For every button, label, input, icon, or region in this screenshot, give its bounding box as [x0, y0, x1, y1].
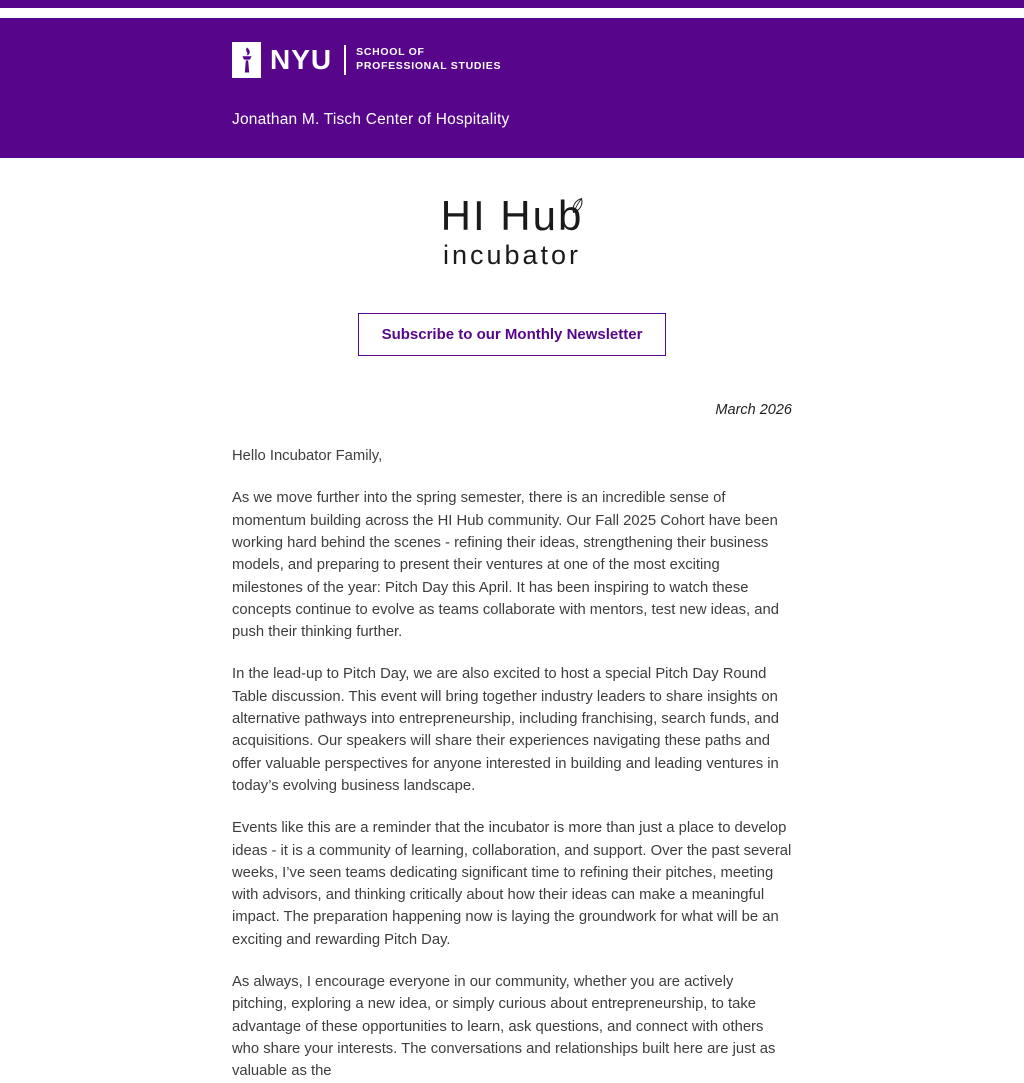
nyu-header	[0, 18, 1024, 158]
nyu-logo	[232, 42, 792, 78]
subscribe-button[interactable]: Subscribe to our Monthly Newsletter	[358, 313, 667, 356]
hi-hub-subtitle: incubator	[442, 240, 582, 271]
hi-hub-title-text: HI Hub	[440, 192, 584, 239]
email-content	[208, 194, 816, 1083]
nyu-wordmark: NYU	[270, 44, 333, 75]
hi-hub-wordmark	[441, 194, 584, 238]
school-name-line1: SCHOOL OF	[356, 46, 425, 59]
letter-paragraph-2: In the lead-up to Pitch Day, we are also excited to host a special Pitch Day Round Table discussion. This event will bring together industry leaders to share insights on alternative pathways into entrepreneurship, including franchising, search funds, and acquisitions. Our speakers will share their experiences navigating these paths and offer valuable perspectives for anyone interested in building and leading ventures in today’s evolving business landscape.	[232, 666, 779, 794]
subscribe-button-row	[232, 313, 792, 356]
leaf-icon	[567, 195, 588, 216]
school-name-line2: PROFESSIONAL STUDIES	[356, 60, 502, 72]
letter-paragraph-3: Events like this are a reminder that the incubator is more than just a place to develop ideas - it is a community of learning, collaboration, and support. Over the past several weeks, I’ve seen teams dedicating significant time to refining their pitches, meeting with advisors, and thinking critically about how their ideas can make a meaningful impact. The preparation happening now is laying the groundwork for what will be an exciting and rewarding Pitch Day.	[232, 820, 792, 948]
logo-divider	[344, 45, 346, 75]
letter-paragraph-1: As we move further into the spring semester, there is an incredible sense of momentum building across the HI Hub community. Our Fall 2025 Cohort have been working hard behind the scenes - refining their ideas, strengthening their business models, and preparing to present their ventures at one of the most exciting milestones of the year: Pitch Day this April. It has been inspiring to watch these concepts continue to evolve as teams collaborate with mentors, test new ideas, and push their thinking further.	[232, 490, 779, 641]
letter-date: March 2026	[715, 402, 792, 419]
hi-hub-logo	[232, 194, 792, 271]
school-name	[356, 46, 501, 73]
center-name: Jonathan M. Tisch Center of Hospitality	[232, 111, 510, 128]
letter-paragraph-4: As always, I encourage everyone in our community, whether you are actively pitching, exploring a new idea, or simply curious about entrepreneurship, to take advantage of these opportunities to learn, ask questions, and connect with others who share your interests. The conversations and relationships built here are just as valuable as the	[232, 974, 776, 1080]
top-accent-bar	[0, 0, 1024, 8]
nyu-torch-icon	[232, 42, 261, 78]
letter-greeting: Hello Incubator Family,	[232, 448, 383, 465]
